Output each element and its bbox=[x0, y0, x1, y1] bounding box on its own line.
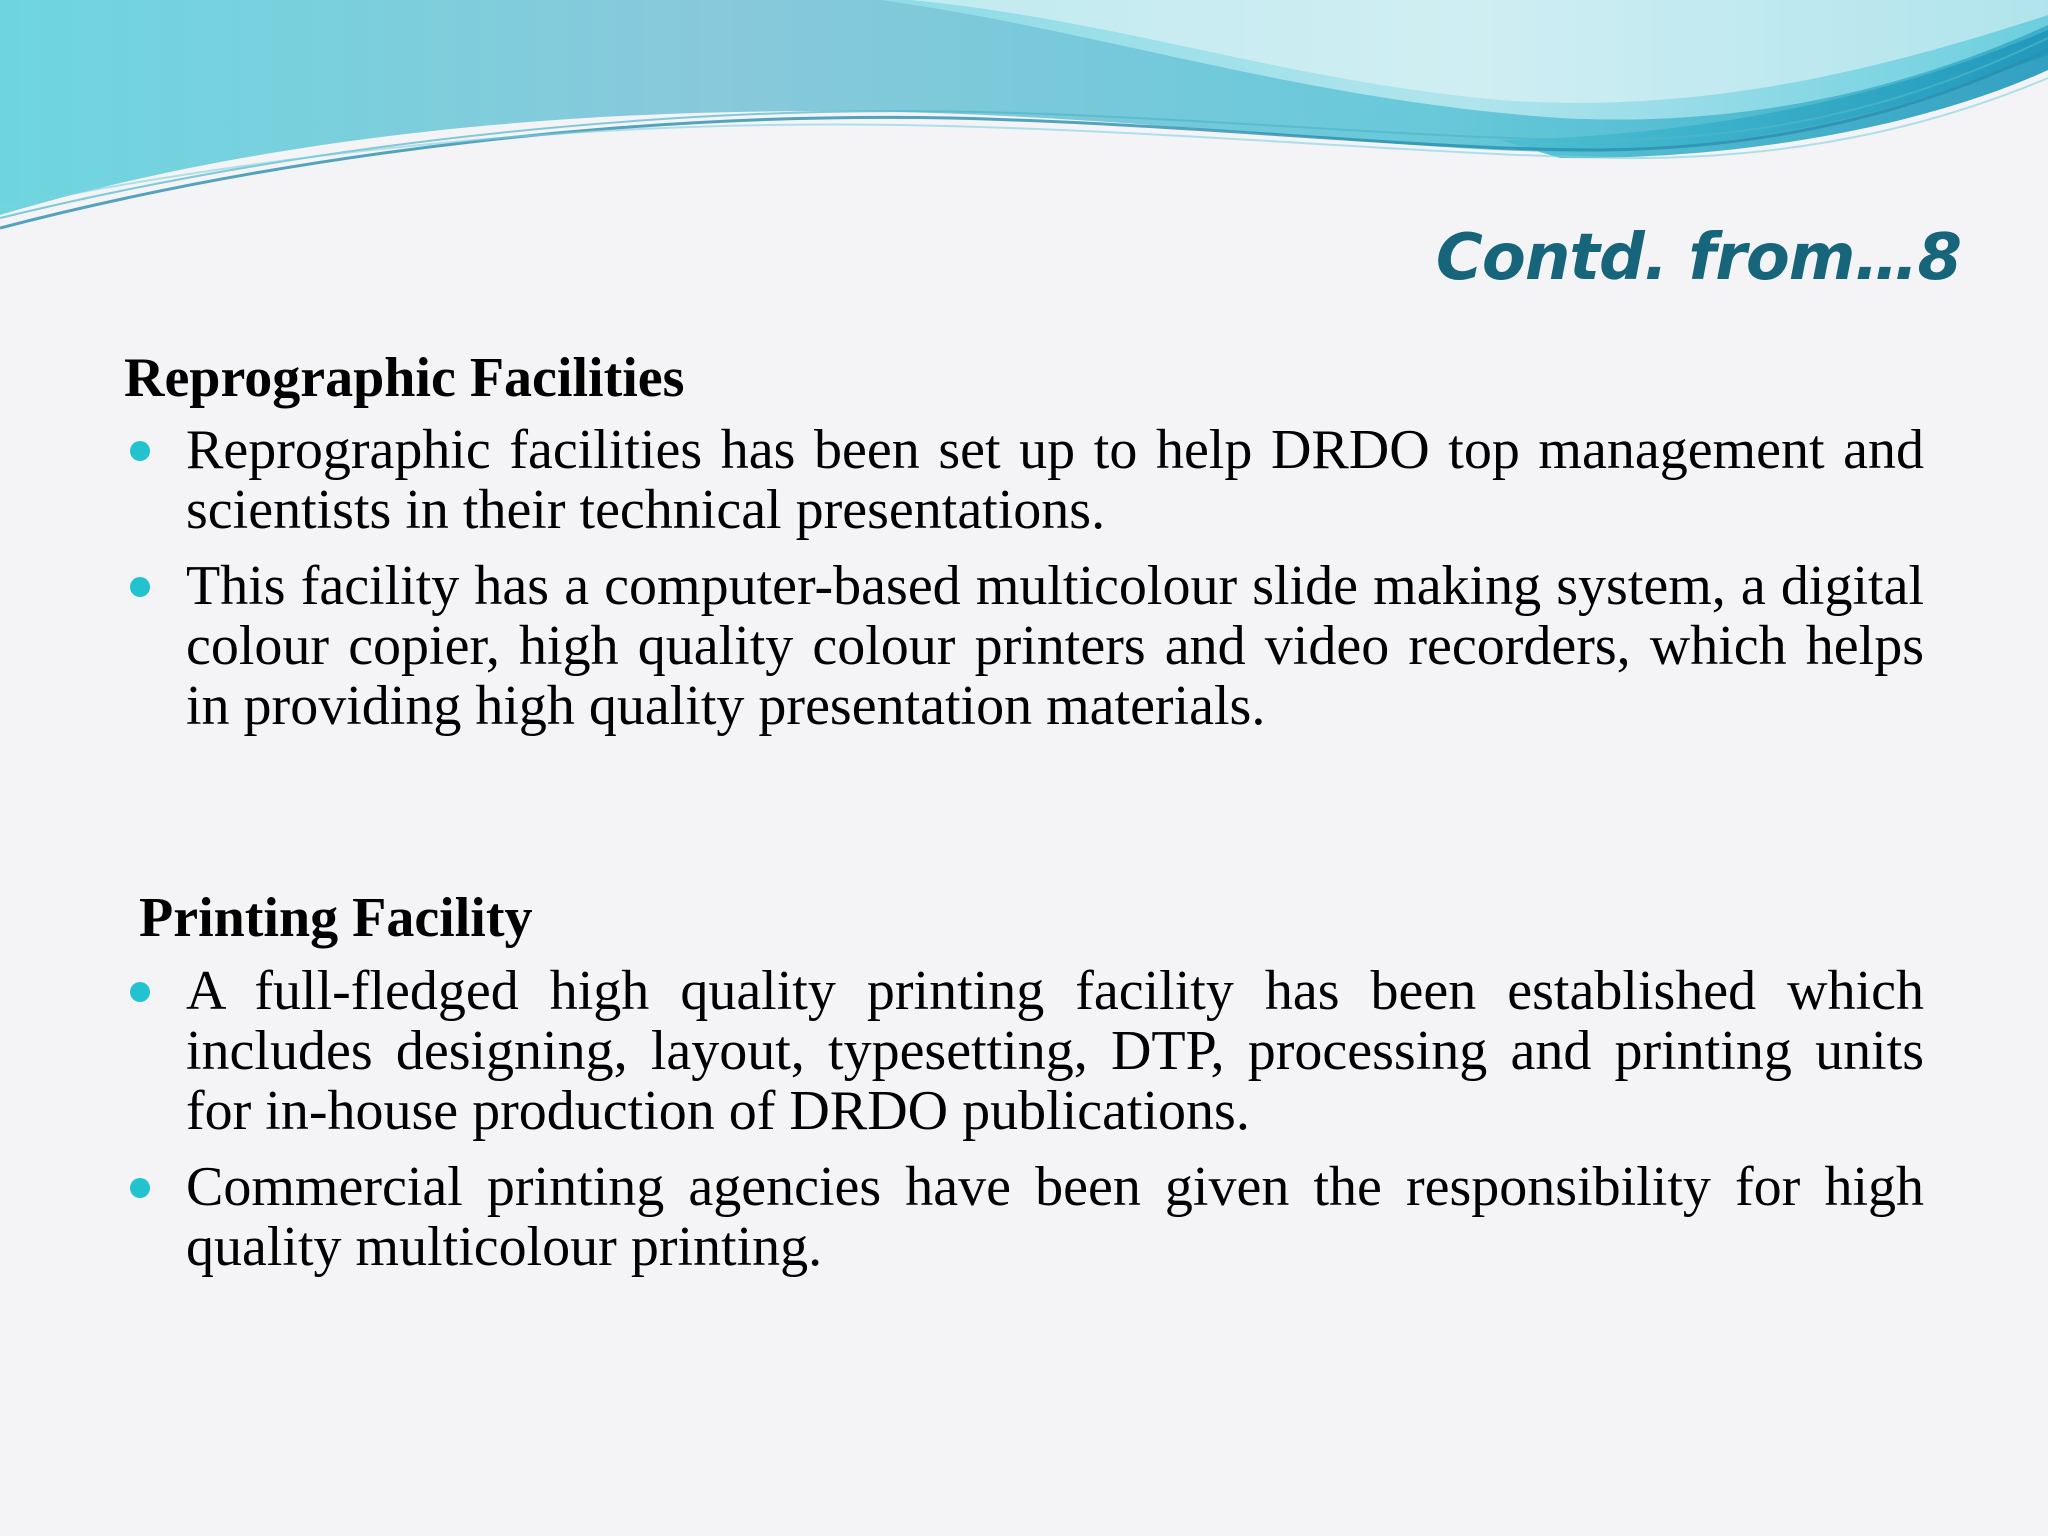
bullet-icon bbox=[130, 982, 150, 1002]
bullet-text: Reprographic facilities has been set up to help DRDO top management and scientists in their technical presentations. bbox=[186, 419, 1924, 541]
bullet-icon bbox=[130, 1178, 150, 1198]
bullet-list-reprographic bbox=[124, 420, 1924, 752]
bullet-text: Commercial printing agencies have been given the responsibility for high quality multicolour printing. bbox=[186, 1156, 1924, 1278]
bullet-icon bbox=[130, 441, 150, 461]
section-heading-reprographic: Reprographic Facilities bbox=[124, 347, 685, 409]
bullet-list-printing bbox=[124, 961, 1924, 1293]
slide-title: Contd. from…8 bbox=[1435, 221, 1961, 295]
list-item bbox=[124, 420, 1924, 540]
list-item bbox=[124, 1157, 1924, 1277]
bullet-text: A full-fledged high quality printing facility has been established which includes designing, layout, typesetting, DTP, processing and printing units for in-house production of DRDO publications. bbox=[186, 960, 1924, 1142]
bullet-icon bbox=[130, 577, 150, 597]
section-heading-printing: Printing Facility bbox=[139, 887, 533, 949]
list-item bbox=[124, 556, 1924, 736]
bullet-text: This facility has a computer-based multicolour slide making system, a digital colour copier, high quality colour printers and video recorders, which helps in providing high quality presentation materials. bbox=[186, 555, 1924, 737]
list-item bbox=[124, 961, 1924, 1141]
